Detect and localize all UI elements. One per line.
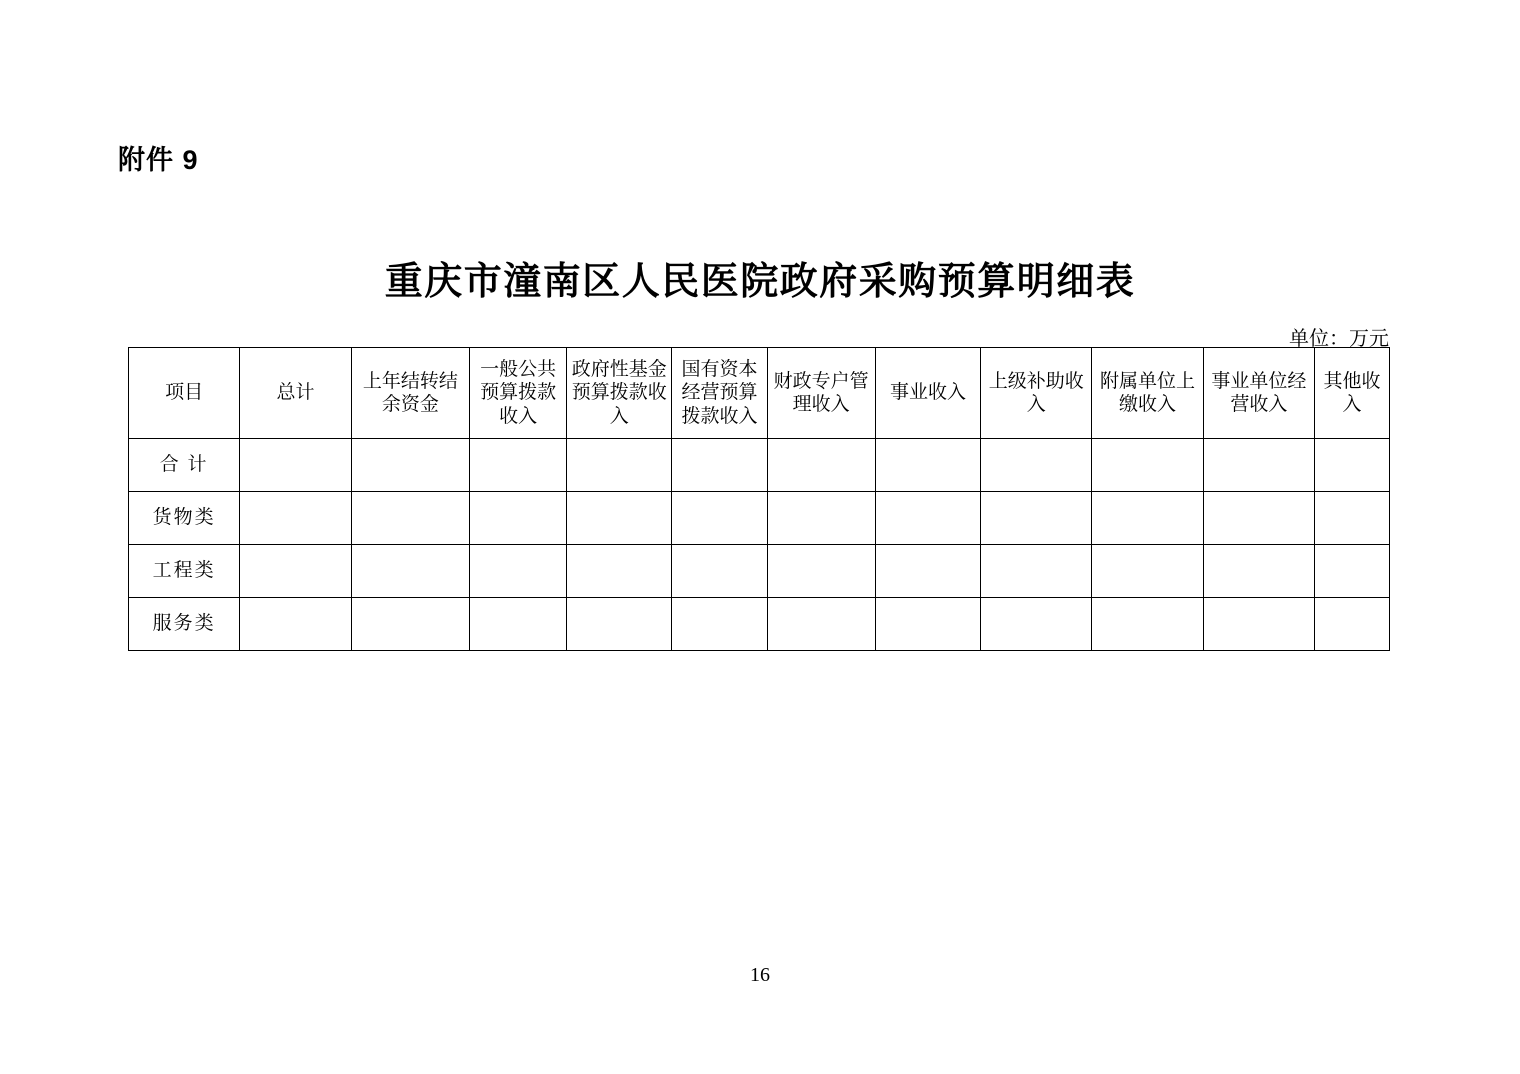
- column-header-state-capital-budget: 国有资本经营预算拨款收入: [672, 348, 767, 439]
- page-title: 重庆市潼南区人民医院政府采购预算明细表: [384, 261, 1136, 303]
- row-label-services: 服务类: [129, 598, 240, 651]
- cell[interactable]: [875, 545, 980, 598]
- cell[interactable]: [470, 545, 567, 598]
- cell[interactable]: [1092, 598, 1203, 651]
- cell[interactable]: [1203, 439, 1314, 492]
- cell[interactable]: [351, 439, 469, 492]
- cell[interactable]: [981, 439, 1092, 492]
- column-header-item: 项目: [129, 348, 240, 439]
- procurement-budget-table: [128, 347, 1390, 651]
- row-label-engineering: 工程类: [129, 545, 240, 598]
- cell[interactable]: [567, 545, 672, 598]
- cell[interactable]: [981, 598, 1092, 651]
- attachment-label: 附件 9: [118, 145, 199, 175]
- cell[interactable]: [351, 598, 469, 651]
- table-row: [129, 492, 1390, 545]
- column-header-general-public-budget: 一般公共预算拨款收入: [470, 348, 567, 439]
- row-label-goods: 货物类: [129, 492, 240, 545]
- cell[interactable]: [767, 492, 875, 545]
- column-header-affiliated-unit-payment: 附属单位上缴收入: [1092, 348, 1203, 439]
- cell[interactable]: [240, 439, 351, 492]
- column-header-fiscal-account-income: 财政专户管理收入: [767, 348, 875, 439]
- cell[interactable]: [672, 492, 767, 545]
- cell[interactable]: [567, 492, 672, 545]
- cell[interactable]: [1315, 545, 1390, 598]
- cell[interactable]: [1315, 598, 1390, 651]
- cell[interactable]: [567, 439, 672, 492]
- cell[interactable]: [672, 439, 767, 492]
- cell[interactable]: [1203, 492, 1314, 545]
- cell[interactable]: [672, 598, 767, 651]
- page-number: 16: [750, 964, 770, 986]
- cell[interactable]: [240, 545, 351, 598]
- cell[interactable]: [351, 492, 469, 545]
- unit-note: 单位：万元: [1289, 328, 1389, 350]
- cell[interactable]: [981, 492, 1092, 545]
- cell[interactable]: [1092, 439, 1203, 492]
- table-row: [129, 439, 1390, 492]
- cell[interactable]: [767, 439, 875, 492]
- cell[interactable]: [672, 545, 767, 598]
- table-header-row: [129, 348, 1390, 439]
- cell[interactable]: [981, 545, 1092, 598]
- cell[interactable]: [767, 545, 875, 598]
- cell[interactable]: [567, 598, 672, 651]
- table-row: [129, 545, 1390, 598]
- row-label-total: 合 计: [129, 439, 240, 492]
- cell[interactable]: [875, 492, 980, 545]
- column-header-superior-subsidy: 上级补助收入: [981, 348, 1092, 439]
- cell[interactable]: [1315, 439, 1390, 492]
- cell[interactable]: [240, 598, 351, 651]
- cell[interactable]: [875, 439, 980, 492]
- cell[interactable]: [767, 598, 875, 651]
- cell[interactable]: [240, 492, 351, 545]
- cell[interactable]: [351, 545, 469, 598]
- cell[interactable]: [1203, 545, 1314, 598]
- column-header-total: 总计: [240, 348, 351, 439]
- cell[interactable]: [470, 439, 567, 492]
- cell[interactable]: [875, 598, 980, 651]
- cell[interactable]: [1203, 598, 1314, 651]
- cell[interactable]: [1315, 492, 1390, 545]
- column-header-carryover: 上年结转结余资金: [351, 348, 469, 439]
- cell[interactable]: [1092, 492, 1203, 545]
- table-row: [129, 598, 1390, 651]
- column-header-operating-income: 事业单位经营收入: [1203, 348, 1314, 439]
- column-header-business-income: 事业收入: [875, 348, 980, 439]
- column-header-other-income: 其他收入: [1315, 348, 1390, 439]
- cell[interactable]: [1092, 545, 1203, 598]
- cell[interactable]: [470, 492, 567, 545]
- column-header-government-fund-budget: 政府性基金预算拨款收入: [567, 348, 672, 439]
- cell[interactable]: [470, 598, 567, 651]
